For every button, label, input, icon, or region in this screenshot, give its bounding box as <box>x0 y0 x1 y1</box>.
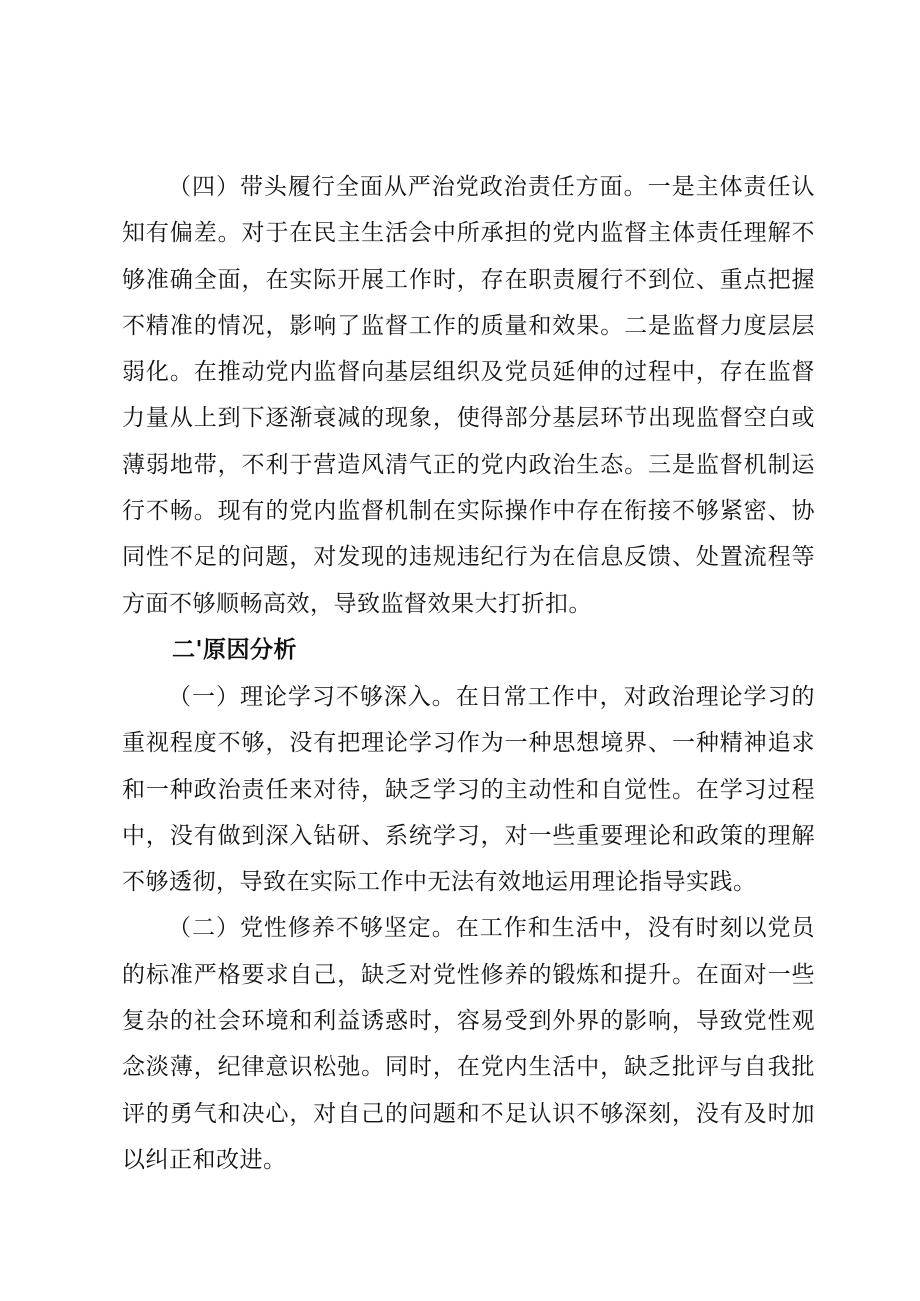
paragraph-theory-study: （一）理论学习不够深入。在日常工作中，对政治理论学习的重视程度不够，没有把理论学习作为一种思想境界、一种精神追求和一种政治责任来对待，缺乏学习的主动性和自觉性。在学习过程中，没有做到深入钻研、系统学习，对一些重要理论和政策的理解不够透彻，导致在实际工作中无法有效地运用理论指导实践。 <box>122 683 815 896</box>
paragraph-supervision-responsibility: （四）带头履行全面从严治党政治责任方面。一是主体责任认知有偏差。对于在民主生活会中所承担的党内监督主体责任理解不够准确全面，在实际开展工作时，存在职责履行不到位、重点把握不精准的情况，影响了监督工作的质量和效果。二是监督力度层层弱化。在推动党内监督向基层组织及党员延伸的过程中，存在监督力量从上到下逐渐衰减的现象，使得部分基层环节出现监督空白或薄弱地带，不利于营造风清气正的党内政治生态。三是监督机制运行不畅。现有的党内监督机制在实际操作中存在衔接不够紧密、协同性不足的问题，对发现的违规违纪行为在信息反馈、处置流程等方面不够顺畅高效，导致监督效果大打折扣。 <box>122 174 815 617</box>
section-heading-cause-analysis: 二'原因分析 <box>172 636 298 663</box>
document-page <box>122 164 815 1183</box>
paragraph-party-spirit: （二）党性修养不够坚定。在工作和生活中，没有时刻以党员的标准严格要求自己，缺乏对党性修养的锻炼和提升。在面对一些复杂的社会环境和利益诱惑时，容易受到外界的影响，导致党性观念淡薄，纪律意识松弛。同时，在党内生活中，缺乏批评与自我批评的勇气和决心，对自己的问题和不足认识不够深刻，没有及时加以纠正和改进。 <box>122 915 815 1173</box>
